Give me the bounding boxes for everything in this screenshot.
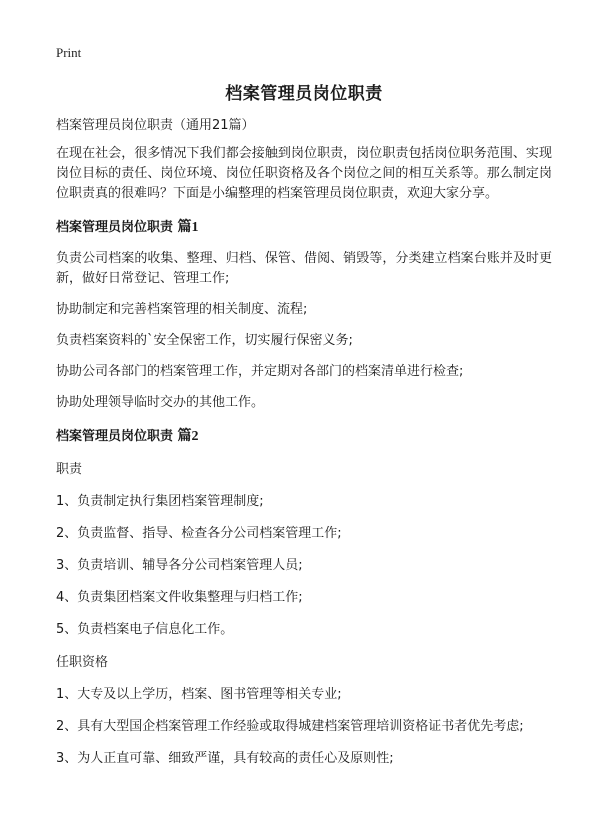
duty-item: 5、负责档案电子信息化工作。: [56, 622, 234, 637]
duty-item: 1、负责制定执行集团档案管理制度;: [56, 494, 264, 509]
qualifications-label: 任职资格: [56, 655, 109, 670]
print-label: Print: [56, 45, 82, 60]
qualification-item: 2、具有大型国企档案管理工作经验或取得城建档案管理培训资格证书者优先考虑;: [56, 719, 524, 734]
duty-item: 2、负责监督、指导、检查各分公司档案管理工作;: [56, 526, 342, 541]
document-subtitle: 档案管理员岗位职责（通用21篇）: [56, 118, 255, 133]
section-1-paragraph: 协助处理领导临时交办的其他工作。: [56, 395, 265, 410]
section-1-heading-suffix: 篇1: [177, 220, 199, 235]
duty-item: 3、负责培训、辅导各分公司档案管理人员;: [56, 558, 303, 573]
section-2-heading: [56, 427, 552, 447]
section-1-paragraph: 协助公司各部门的档案管理工作，并定期对各部门的档案清单进行检查;: [56, 364, 464, 379]
duties-label: 职责: [56, 462, 83, 477]
section-1-heading: [56, 218, 552, 238]
section-1: [56, 218, 552, 413]
duty-item: 4、负责集团档案文件收集整理与归档工作;: [56, 590, 303, 605]
section-2-heading-suffix: 篇2: [177, 429, 199, 444]
section-1-paragraph: 协助制定和完善档案管理的相关制度、流程;: [56, 302, 308, 317]
qualification-item: 3、为人正直可靠、细致严谨，具有较高的责任心及原则性;: [56, 751, 394, 766]
intro-paragraph: 在现在社会，很多情况下我们都会接触到岗位职责，岗位职责包括岗位职务范围、实现岗位目标的责任、岗位环境、岗位任职资格及各个岗位之间的相互关系等。那么制定岗位职责真的很难吗？下面是小编整理的档案管理员岗位职责，欢迎大家分享。: [56, 146, 552, 201]
section-1-paragraph: 负责公司档案的收集、整理、归档、保管、借阅、销毁等，分类建立档案台账并及时更新，做好日常登记、管理工作;: [56, 251, 552, 286]
section-1-paragraph: 负责档案资料的`安全保密工作，切实履行保密义务;: [56, 333, 353, 348]
qualification-item: 1、大专及以上学历，档案、图书管理等相关专业;: [56, 687, 342, 702]
section-1-heading-text: 档案管理员岗位职责: [56, 220, 178, 235]
document-title: 档案管理员岗位职责: [225, 84, 383, 104]
section-2-heading-text: 档案管理员岗位职责: [56, 429, 178, 444]
section-2: [56, 427, 552, 769]
